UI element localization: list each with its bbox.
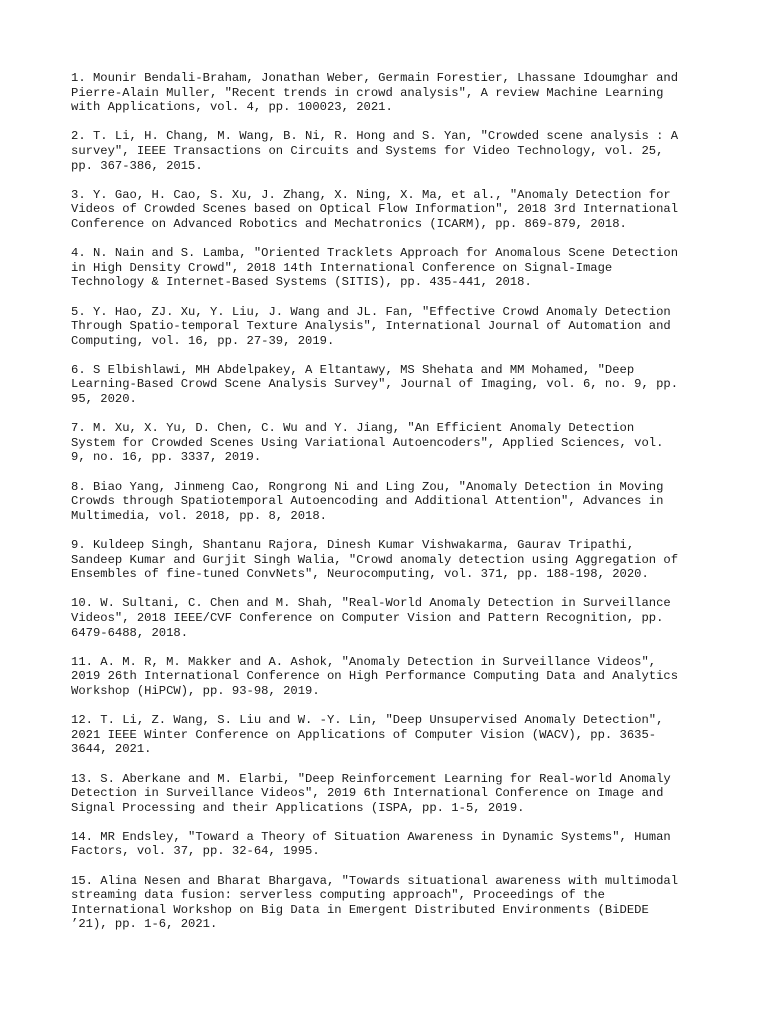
reference-item: 9. Kuldeep Singh, Shantanu Rajora, Dinesh Kumar Vishwakarma, Gaurav Tripathi, Sandeep Kumar and Gurjit Singh Walia, "Crowd anomaly detection using Aggregation of Ensembles of fine-tuned ConvNets", Neurocomputing, vol. 371, pp. 188-198, 2020.	[71, 538, 679, 582]
reference-list	[71, 71, 711, 947]
reference-item: 7. M. Xu, X. Yu, D. Chen, C. Wu and Y. Jiang, "An Efficient Anomaly Detection System for Crowded Scenes Using Variational Autoencoders", Applied Sciences, vol. 9, no. 16, pp. 3337, 2019.	[71, 421, 664, 465]
reference-item: 2. T. Li, H. Chang, M. Wang, B. Ni, R. Hong and S. Yan, "Crowded scene analysis : A survey", IEEE Transactions on Circuits and Systems for Video Technology, vol. 25, pp. 367-386, 2015.	[71, 129, 679, 173]
reference-item: 11. A. M. R, M. Makker and A. Ashok, "Anomaly Detection in Surveillance Videos", 2019 26th International Conference on High Performance Computing Data and Analytics Workshop (HiPCW), pp. 93-98, 2019.	[71, 654, 679, 698]
reference-item: 14. MR Endsley, "Toward a Theory of Situation Awareness in Dynamic Systems", Human Factors, vol. 37, pp. 32-64, 1995.	[71, 829, 671, 859]
reference-item: 6. S Elbishlawi, MH Abdelpakey, A Eltantawy, MS Shehata and MM Mohamed, "Deep Learning-Based Crowd Scene Analysis Survey", Journal of Imaging, vol. 6, no. 9, pp. 95, 2020.	[71, 362, 679, 407]
reference-item: 10. W. Sultani, C. Chen and M. Shah, "Real-World Anomaly Detection in Surveillance Videos", 2018 IEEE/CVF Conference on Computer Vision and Pattern Recognition, pp. 6479-6488, 2018.	[71, 596, 671, 640]
reference-item: 15. Alina Nesen and Bharat Bhargava, "Towards situational awareness with multimodal streaming data fusion: serverless computing approach", Proceedings of the International Workshop on Big Data in Emergent Distributed Environments (BiDEDE ’21), pp. 1-6, 2021.	[71, 873, 679, 932]
reference-item: 3. Y. Gao, H. Cao, S. Xu, J. Zhang, X. Ning, X. Ma, et al., "Anomaly Detection for Videos of Crowded Scenes based on Optical Flow Information", 2018 3rd International Conference on Advanced Robotics and Mechatronics (ICARM), pp. 869-879, 2018.	[71, 187, 679, 231]
reference-item: 8. Biao Yang, Jinmeng Cao, Rongrong Ni and Ling Zou, "Anomaly Detection in Moving Crowds through Spatiotemporal Autoencoding and Additional Attention", Advances in Multimedia, vol. 2018, pp. 8, 2018.	[71, 479, 664, 523]
reference-item: 4. N. Nain and S. Lamba, "Oriented Tracklets Approach for Anomalous Scene Detection in High Density Crowd", 2018 14th International Conference on Signal-Image Technology & Internet-Based Systems (SITIS), pp. 435-441, 2018.	[71, 246, 679, 290]
reference-item: 13. S. Aberkane and M. Elarbi, "Deep Reinforcement Learning for Real-world Anomaly Detection in Surveillance Videos", 2019 6th International Conference on Image and Signal Processing and their Applications (ISPA, pp. 1-5, 2019.	[71, 771, 671, 815]
reference-item: 1. Mounir Bendali-Braham, Jonathan Weber, Germain Forestier, Lhassane Idoumghar and Pierre-Alain Muller, "Recent trends in crowd analysis", A review Machine Learning with Applications, vol. 4, pp. 100023, 2021.	[71, 71, 679, 115]
reference-item: 5. Y. Hao, ZJ. Xu, Y. Liu, J. Wang and JL. Fan, "Effective Crowd Anomaly Detection Through Spatio-temporal Texture Analysis", International Journal of Automation and Computing, vol. 16, pp. 27-39, 2019.	[71, 304, 671, 348]
reference-item: 12. T. Li, Z. Wang, S. Liu and W. -Y. Lin, "Deep Unsupervised Anomaly Detection", 2021 IEEE Winter Conference on Applications of Computer Vision (WACV), pp. 3635- 3644, 2021.	[71, 713, 664, 757]
